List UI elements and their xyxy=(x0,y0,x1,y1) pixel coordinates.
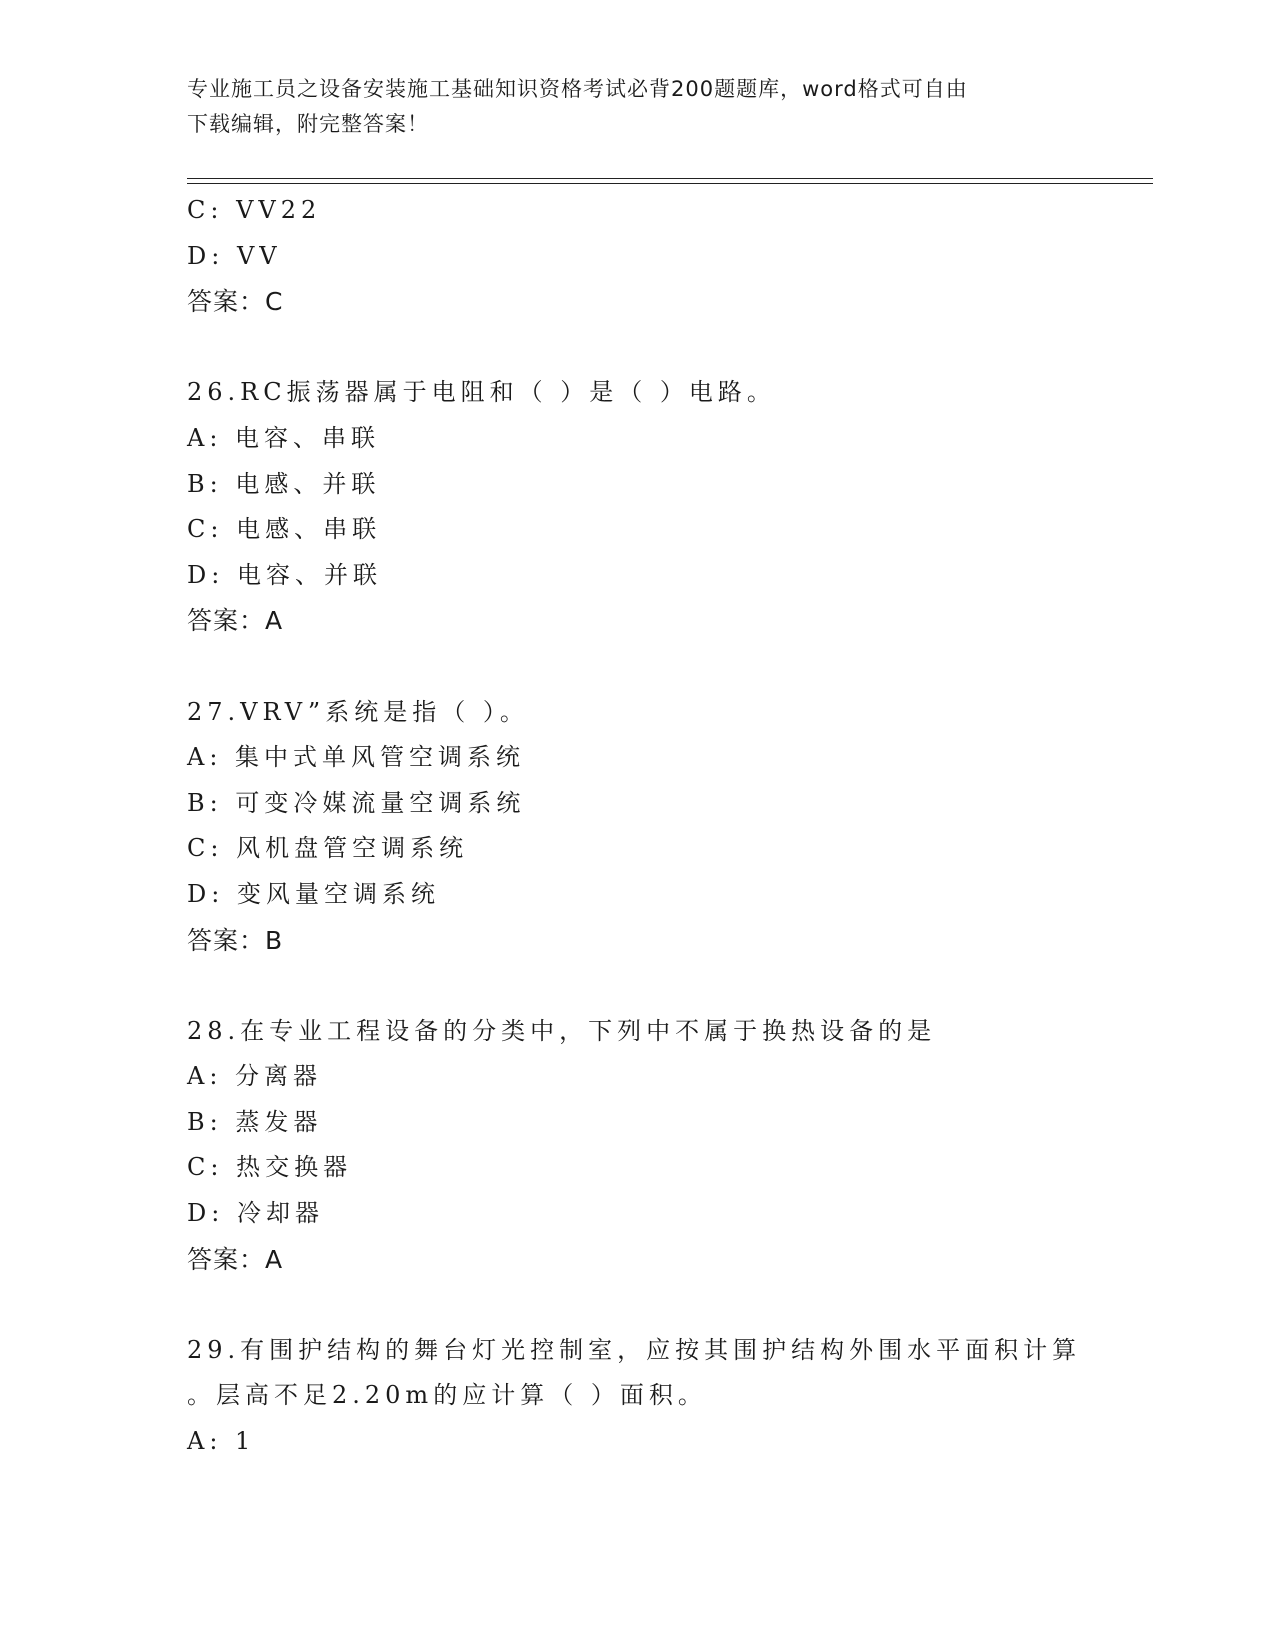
option-d: D: 冷却器 xyxy=(187,1199,324,1228)
question-29-line-2: 。层高不足2.20m的应计算（ ）面积。 xyxy=(187,1381,707,1410)
option-a: A: 分离器 xyxy=(187,1062,323,1091)
header-divider-bottom xyxy=(187,183,1153,184)
answer: 答案：A xyxy=(187,606,284,636)
option-c: C: VV22 xyxy=(187,196,322,224)
option-b: B: 蒸发器 xyxy=(187,1107,323,1136)
header-line-1: 专业施工员之设备安装施工基础知识资格考试必背200题题库，word格式可自由 xyxy=(187,77,968,101)
document-header xyxy=(187,72,1087,142)
option-b: B: 电感、并联 xyxy=(187,469,381,498)
option-c: C: 电感、串联 xyxy=(187,515,382,544)
answer: 答案：A xyxy=(187,1244,284,1274)
option-d: D: VV xyxy=(187,241,282,270)
answer: 答案：B xyxy=(187,925,284,955)
option-b: B: 可变冷媒流量空调系统 xyxy=(187,788,526,817)
question-27: 27.VRV”系统是指（ ）。 xyxy=(187,697,529,726)
option-a: A: 电容、串联 xyxy=(187,423,381,452)
header-line-2: 下载编辑，附完整答案！ xyxy=(187,112,429,136)
question-list xyxy=(187,188,1107,1465)
option-a: A: 1 xyxy=(187,1427,256,1456)
header-divider-top xyxy=(187,178,1153,179)
question-28: 28.在专业工程设备的分类中，下列中不属于换热设备的是 xyxy=(187,1016,937,1045)
option-d: D: 电容、并联 xyxy=(187,560,382,589)
question-26: 26.RC振荡器属于电阻和（ ）是（ ）电路。 xyxy=(187,378,776,407)
option-c: C: 风机盘管空调系统 xyxy=(187,834,469,863)
answer: 答案：C xyxy=(187,287,284,317)
question-29-line-1: 29.有围护结构的舞台灯光控制室，应按其围护结构外围水平面积计算 xyxy=(187,1335,1082,1364)
option-a: A: 集中式单风管空调系统 xyxy=(187,743,526,772)
option-d: D: 变风量空调系统 xyxy=(187,879,440,908)
option-c: C: 热交换器 xyxy=(187,1153,353,1182)
